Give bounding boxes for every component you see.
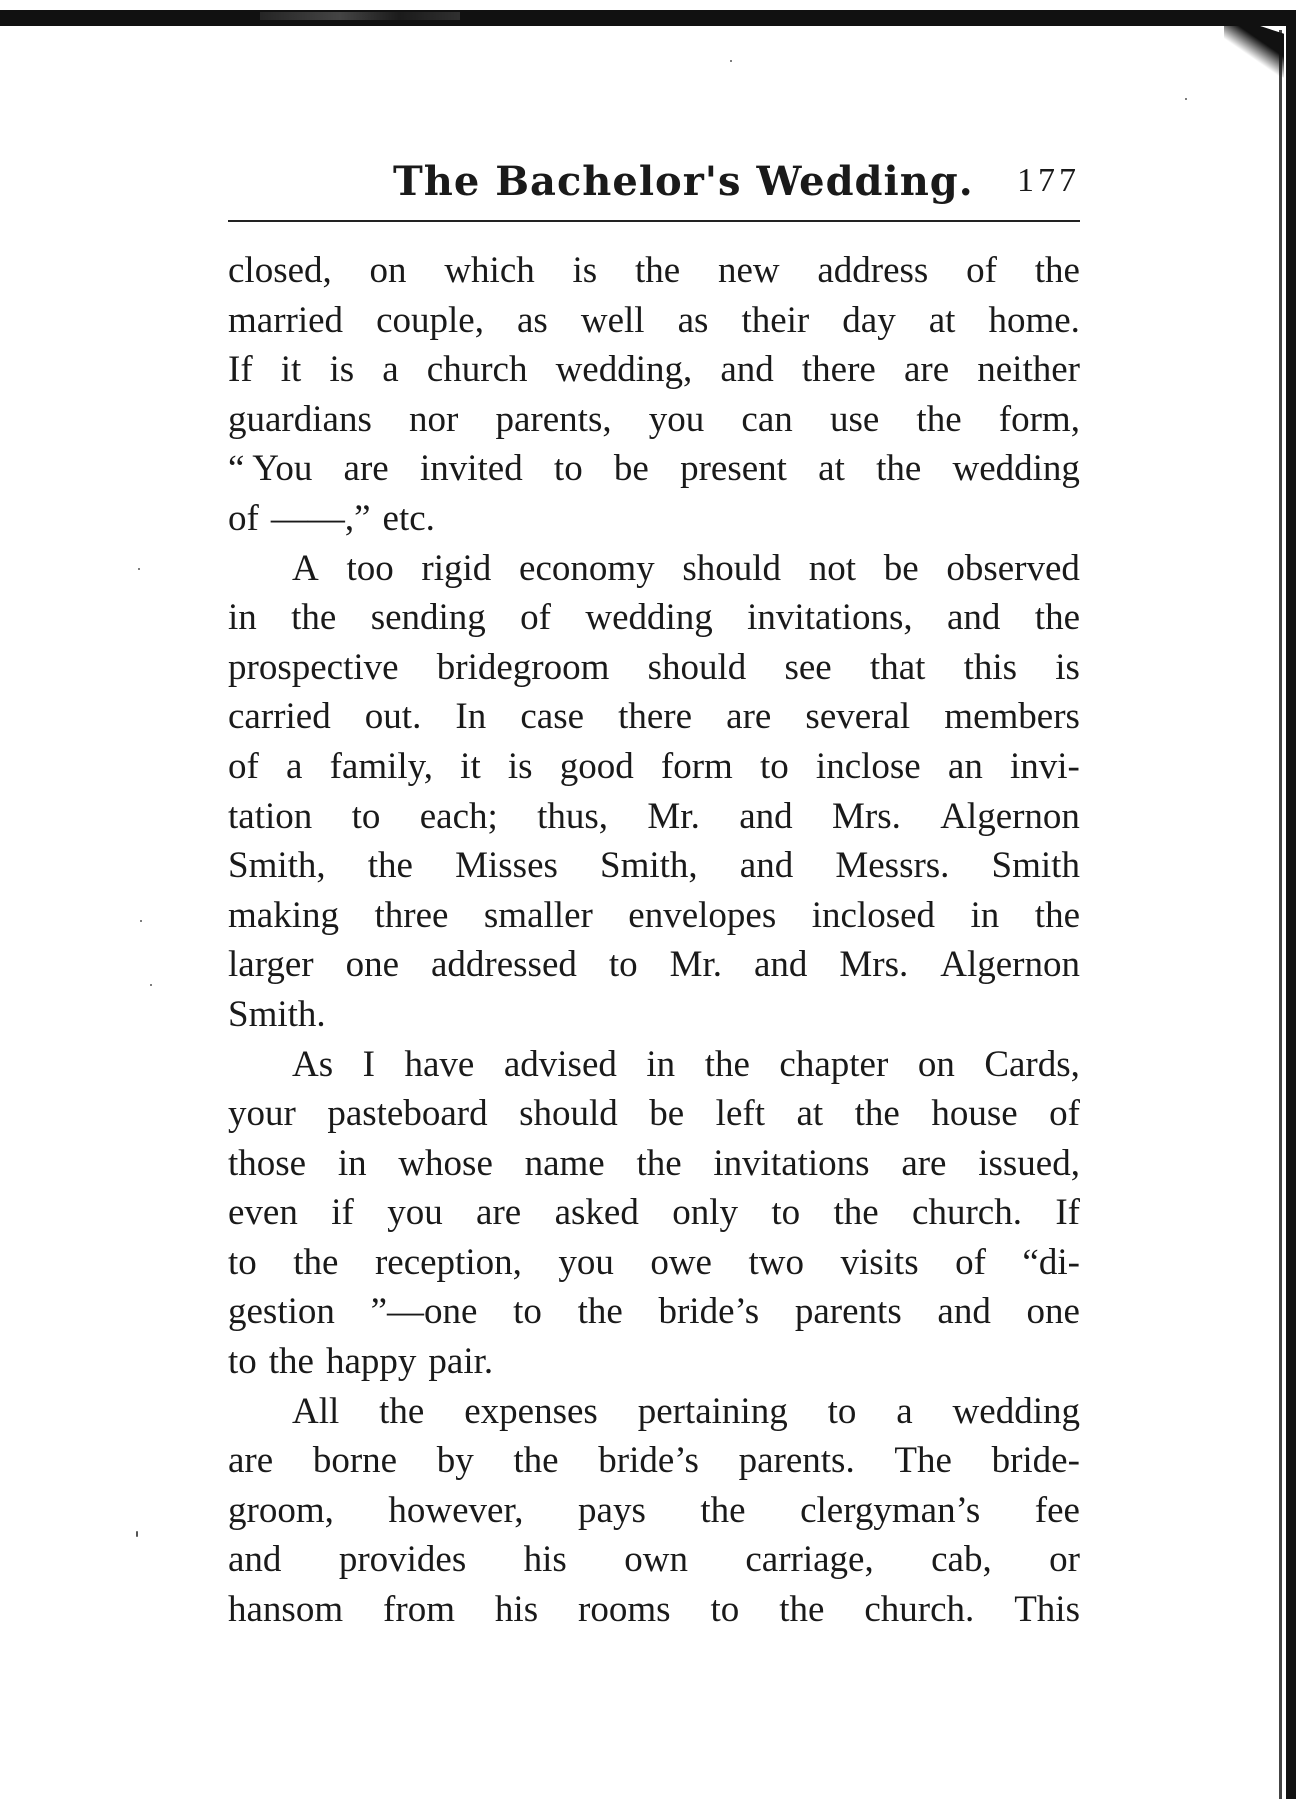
text-line [228, 841, 1080, 891]
text-line [228, 593, 1080, 643]
word: to [759, 745, 789, 787]
word: issued, [978, 1142, 1080, 1184]
word: the [833, 1192, 879, 1234]
word: your [228, 1093, 296, 1135]
word: his [523, 1539, 567, 1581]
word: wedding [952, 1390, 1080, 1432]
word: bride- [991, 1440, 1080, 1482]
word: pertaining [637, 1390, 788, 1432]
word: are [476, 1192, 522, 1234]
text-line [228, 1040, 1080, 1090]
word: be [649, 1093, 685, 1135]
text-line [228, 990, 1080, 1040]
word: and [739, 795, 793, 837]
word: advised [503, 1043, 617, 1085]
text-line [228, 1486, 1080, 1536]
word: there [618, 696, 693, 738]
word: fee [1034, 1489, 1080, 1531]
word: should [647, 646, 747, 688]
word: is [507, 745, 533, 787]
word: out. [364, 696, 422, 738]
word: economy [519, 547, 655, 589]
word: the [1034, 597, 1080, 639]
word: in [970, 894, 1000, 936]
word: or [1049, 1539, 1080, 1581]
word: parents [794, 1291, 902, 1333]
word: are [726, 696, 772, 738]
word: there [801, 349, 876, 391]
word: and [754, 944, 808, 986]
word: Mr. [647, 795, 700, 837]
word: Misses [455, 845, 558, 887]
running-title: The Bachelor's Wedding. [393, 158, 974, 205]
word: which [444, 250, 535, 291]
word: invitations, [747, 597, 913, 639]
page-number: 177 [1017, 162, 1080, 199]
text-line [228, 444, 1080, 494]
word: from [383, 1589, 455, 1631]
word: own [624, 1539, 688, 1581]
text-line [228, 940, 1080, 990]
word: Mr. [669, 944, 723, 986]
scan-speck [730, 60, 732, 62]
word: the [854, 1093, 900, 1135]
word: and [937, 1291, 991, 1333]
text-line [228, 792, 1080, 842]
word: borne [312, 1440, 398, 1482]
word: pair. [428, 1341, 494, 1383]
word: of [966, 250, 997, 291]
word: Smith, [600, 845, 698, 887]
word: to [771, 1192, 801, 1234]
scan-border-right [1286, 10, 1296, 1799]
word: neither [977, 349, 1080, 391]
body-text [228, 246, 1080, 1635]
text-line [228, 1535, 1080, 1585]
word: however, [388, 1489, 524, 1531]
word: envelopes [628, 894, 777, 936]
word: left [715, 1093, 765, 1135]
word: of [1049, 1093, 1080, 1135]
word: larger [228, 944, 314, 986]
word: are [228, 1440, 274, 1482]
word: bride’s [598, 1440, 699, 1482]
word: of [228, 497, 259, 539]
word: you [648, 398, 705, 440]
word: it [280, 349, 302, 391]
word: closed, [228, 250, 332, 291]
word: the [916, 398, 962, 440]
word: to [351, 795, 381, 837]
scan-speck [136, 1531, 138, 1537]
word: use [829, 398, 880, 440]
word: carried [228, 696, 331, 738]
word: prospective [228, 646, 399, 688]
word: Mrs. [831, 795, 901, 837]
word: a [285, 745, 303, 787]
word: the [268, 1341, 314, 1383]
word: thus, [537, 795, 609, 837]
word: the [1034, 250, 1080, 291]
word: an [947, 745, 983, 787]
word: to [553, 448, 583, 490]
scan-border-top [0, 10, 1290, 26]
word: nor [409, 398, 459, 440]
text-line [228, 891, 1080, 941]
word: church [426, 349, 528, 391]
word: the [1034, 894, 1080, 936]
word: in [228, 597, 257, 639]
word: too [346, 547, 394, 589]
word: day [842, 299, 896, 341]
word: should [519, 1093, 618, 1135]
word: ——,” [270, 497, 371, 539]
word: invi- [1009, 745, 1080, 787]
word: observed [946, 547, 1080, 589]
word: be [613, 448, 649, 490]
scan-speck [1185, 98, 1187, 100]
text-line [228, 395, 1080, 445]
word: happy [325, 1341, 417, 1383]
word: several [805, 696, 911, 738]
word: house [931, 1093, 1018, 1135]
word: have [404, 1043, 475, 1085]
word: not [808, 547, 857, 589]
word: parents. [738, 1440, 855, 1482]
word: etc. [382, 497, 435, 539]
word: on [369, 250, 407, 291]
word: one [345, 944, 400, 986]
word: invited [419, 448, 523, 490]
word: parents, [495, 398, 612, 440]
word: the [577, 1291, 623, 1333]
word: in [337, 1142, 367, 1184]
word: groom, [228, 1489, 334, 1531]
word: well [580, 299, 645, 341]
word: making [228, 894, 339, 936]
word: even [228, 1192, 298, 1234]
word: All [292, 1390, 340, 1432]
word: bridegroom [436, 646, 610, 688]
word: addressed [430, 944, 577, 986]
word: family, [329, 745, 434, 787]
word: Messrs. [835, 845, 950, 887]
word: two [748, 1241, 804, 1283]
word: good [559, 745, 634, 787]
word: to [228, 1241, 257, 1283]
word: one [1026, 1291, 1080, 1333]
word: and [720, 349, 774, 391]
word: be [883, 547, 919, 589]
word: gestion [228, 1291, 335, 1333]
word: of [228, 745, 259, 787]
word: sending [370, 597, 486, 639]
word: new [717, 250, 780, 291]
text-line [228, 1139, 1080, 1189]
word: is [572, 250, 598, 291]
word: as [516, 299, 548, 341]
word: Smith, [228, 845, 326, 887]
word: in [646, 1043, 676, 1085]
word: “di- [1022, 1241, 1080, 1283]
word: asked [554, 1192, 639, 1234]
text-line [228, 345, 1080, 395]
word: at [928, 299, 956, 341]
word: and [739, 845, 794, 887]
word: Smith. [228, 993, 326, 1035]
word: the [379, 1390, 425, 1432]
word: The [894, 1440, 952, 1482]
word: this [963, 646, 1018, 688]
word: invitations [713, 1142, 870, 1184]
word: at [796, 1093, 824, 1135]
word: pays [578, 1489, 646, 1531]
word: it [460, 745, 481, 787]
word: at [818, 448, 845, 490]
word: the [291, 597, 337, 639]
page-header [228, 140, 1080, 210]
word: expenses [464, 1390, 598, 1432]
word: a [382, 349, 399, 391]
word: wedding, [555, 349, 693, 391]
word: inclose [815, 745, 921, 787]
word: present [680, 448, 787, 490]
word: the [876, 448, 922, 490]
word: pasteboard [327, 1093, 488, 1135]
word: Smith [991, 845, 1080, 887]
word: name [524, 1142, 605, 1184]
word: is [329, 349, 355, 391]
word: are [903, 349, 950, 391]
scan-speck [140, 920, 142, 922]
word: the [634, 250, 681, 291]
header-rule [228, 220, 1080, 222]
text-line [228, 544, 1080, 594]
text-line [228, 1188, 1080, 1238]
word: church. [912, 1192, 1022, 1234]
word: provides [338, 1539, 467, 1581]
word: by [436, 1440, 474, 1482]
word: married [228, 299, 344, 341]
word: is [1055, 646, 1080, 688]
word: tation [228, 795, 313, 837]
word: are [343, 448, 389, 490]
word: Cards, [984, 1043, 1080, 1085]
word: smaller [483, 894, 593, 936]
word: visits [840, 1241, 919, 1283]
word: you [558, 1241, 614, 1283]
scan-speck [138, 568, 140, 570]
word: address [817, 250, 929, 291]
word: to [608, 944, 638, 986]
word: to [513, 1291, 542, 1333]
word: members [944, 696, 1080, 738]
word: case [520, 696, 585, 738]
word: clergyman’s [800, 1489, 981, 1531]
word: owe [650, 1241, 712, 1283]
word: his [494, 1589, 539, 1631]
text-line [228, 1337, 1080, 1387]
text-line [228, 1436, 1080, 1486]
word: can [741, 398, 793, 440]
word: reception, [374, 1241, 522, 1283]
word: inclosed [811, 894, 936, 936]
word: If [1055, 1192, 1080, 1234]
word: cab, [931, 1539, 992, 1581]
word: that [869, 646, 926, 688]
word: Mrs. [839, 944, 909, 986]
word: the [293, 1241, 339, 1283]
word: form, [998, 398, 1080, 440]
word: the [636, 1142, 682, 1184]
word: wedding [952, 448, 1080, 490]
word: should [682, 547, 782, 589]
word: Algernon [940, 944, 1080, 986]
scan-border-right-inner [1279, 30, 1282, 1799]
word: As [292, 1043, 334, 1085]
word: those [228, 1142, 307, 1184]
word: couple, [376, 299, 484, 341]
word: form [660, 745, 733, 787]
text-line [228, 742, 1080, 792]
word: to [710, 1589, 740, 1631]
word: church. [864, 1589, 975, 1631]
word: whose [398, 1142, 493, 1184]
word: guardians [228, 398, 372, 440]
word: on [917, 1043, 955, 1085]
word: their [741, 299, 810, 341]
text-line [228, 643, 1080, 693]
text-line [228, 1387, 1080, 1437]
text-line [228, 1238, 1080, 1288]
word: are [901, 1142, 947, 1184]
word: I [362, 1043, 375, 1085]
word: rooms [578, 1589, 671, 1631]
word: the [513, 1440, 559, 1482]
word: Algernon [940, 795, 1080, 837]
word: the [704, 1043, 750, 1085]
word: of [520, 597, 551, 639]
word: the [700, 1489, 746, 1531]
word: hansom [228, 1589, 344, 1631]
word: rigid [421, 547, 492, 589]
word: and [947, 597, 1001, 639]
text-line [228, 1585, 1080, 1635]
text-line [228, 494, 1080, 544]
word: you [387, 1192, 443, 1234]
word: In [455, 696, 487, 738]
word: to [827, 1390, 857, 1432]
word: if [331, 1192, 354, 1234]
word: the [367, 845, 413, 887]
word: bride’s [658, 1291, 760, 1333]
text-line [228, 1287, 1080, 1337]
word: home. [988, 299, 1080, 341]
word: the [779, 1589, 825, 1631]
word: only [672, 1192, 738, 1234]
word: chapter [779, 1043, 889, 1085]
word: wedding [585, 597, 713, 639]
word: as [677, 299, 709, 341]
text-line [228, 1089, 1080, 1139]
word: carriage, [745, 1539, 874, 1581]
text-line [228, 692, 1080, 742]
word: “ You [228, 448, 313, 490]
word: This [1014, 1589, 1080, 1631]
text-line [228, 296, 1080, 346]
word: of [955, 1241, 986, 1283]
word: A [292, 547, 319, 589]
word: If [228, 349, 253, 391]
scan-speck [150, 984, 152, 986]
word: see [784, 646, 832, 688]
word: each; [419, 795, 498, 837]
word: to [228, 1341, 257, 1383]
word: three [374, 894, 449, 936]
text-line [228, 246, 1080, 296]
word: ”—one [370, 1291, 478, 1333]
word: and [228, 1539, 282, 1581]
word: a [896, 1390, 913, 1432]
